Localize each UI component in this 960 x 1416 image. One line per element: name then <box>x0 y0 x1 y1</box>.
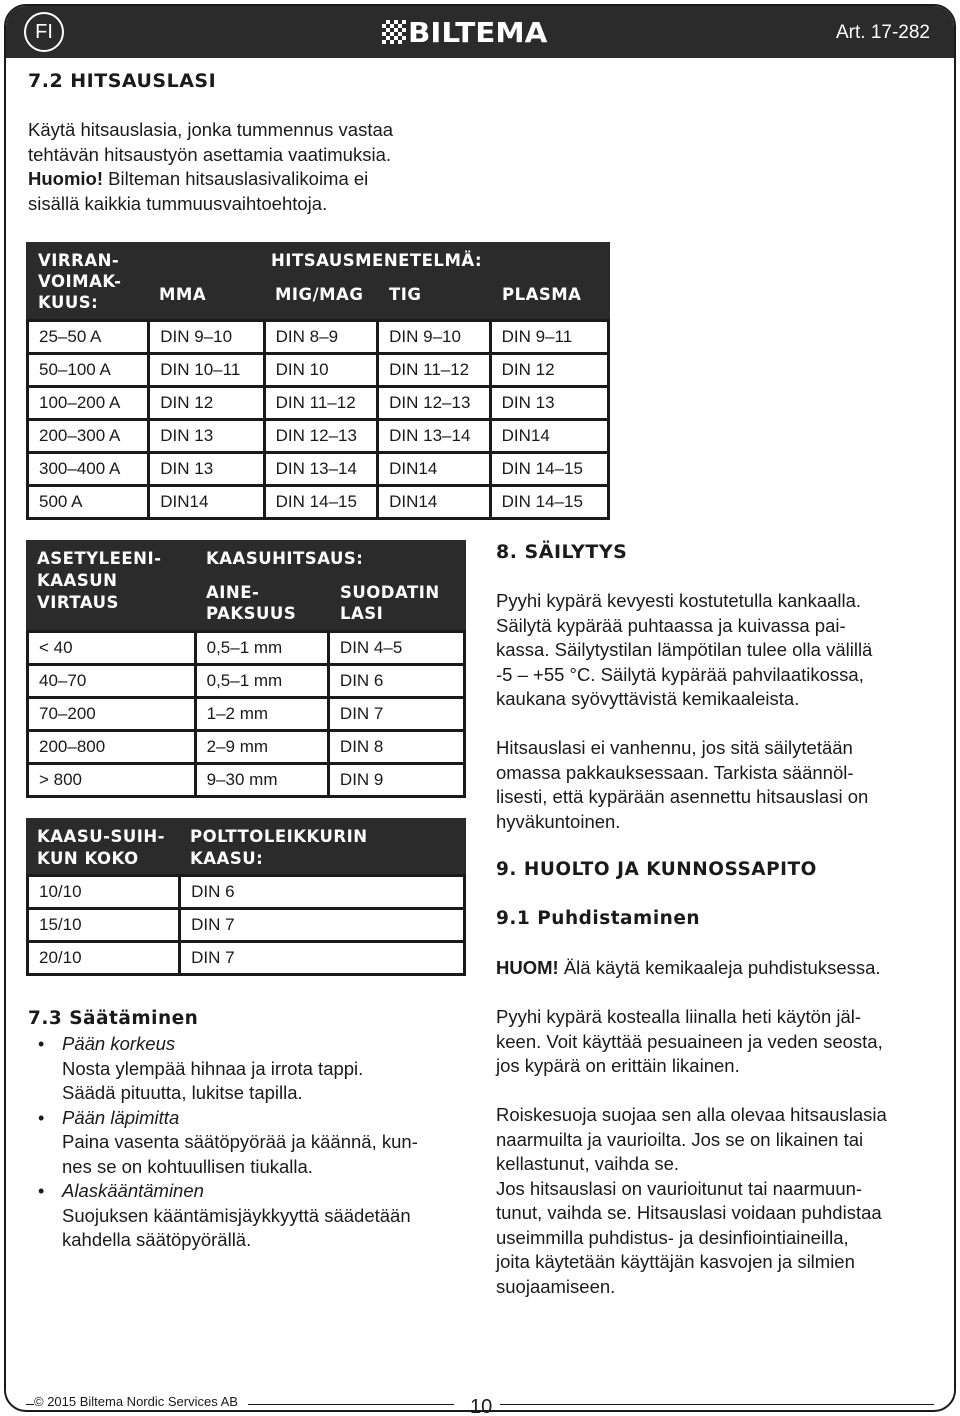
table-cell: DIN 14–15 <box>264 486 377 519</box>
section-title-9-1: 9.1 Puhdistaminen <box>496 908 701 929</box>
table-cell: > 800 <box>28 764 196 797</box>
table-cell: DIN 12–13 <box>264 420 377 453</box>
text-line: nes se on kohtuullisen tiukalla. <box>62 1155 313 1177</box>
table-cell: DIN 6 <box>328 665 464 698</box>
header-cell: MMA <box>159 285 207 304</box>
table-cell: DIN 4–5 <box>328 632 464 665</box>
table-row <box>28 764 465 797</box>
text-line: kassa. Säilytystilan lämpötilan tulee olla välillä <box>496 639 873 660</box>
bullet-heading: Pään läpimitta <box>62 1106 180 1128</box>
section-title-9: 9. HUOLTO JA KUNNOSSAPITO <box>496 859 817 880</box>
table-cell: 500 A <box>28 486 149 519</box>
table-cell: DIN14 <box>378 453 491 486</box>
section-title-7-3: 7.3 Säätäminen <box>28 1008 199 1029</box>
header-cell: KAASUHITSAUS: <box>206 549 364 568</box>
header-cell: KAASUN <box>37 571 118 590</box>
intro-paragraph <box>28 118 468 216</box>
table-cell: DIN 9 <box>328 764 464 797</box>
section-title-7-2: 7.2 HITSAUSLASI <box>28 70 217 92</box>
table-cell: DIN 9–11 <box>490 321 608 354</box>
table-row <box>28 665 465 698</box>
footer-line <box>500 1404 934 1405</box>
text-line: Säädä pituutta, lukitse tapilla. <box>62 1082 303 1103</box>
table-cell: DIN 10 <box>264 354 377 387</box>
table-cell: DIN 7 <box>180 909 465 942</box>
table-cell: DIN 6 <box>180 876 465 909</box>
header-bar <box>6 6 954 58</box>
header-cell: KUN KOKO <box>37 849 139 868</box>
table-cell: 70–200 <box>28 698 196 731</box>
text-line: Säilytä kypärää puhtaassa ja kuivassa pai- <box>496 614 846 636</box>
table-cell: DIN 12 <box>149 387 264 420</box>
header-cell: POLTTOLEIKKURIN <box>190 827 368 846</box>
text-line: -5 – +55 °C. Säilytä kypärää pahvilaatikossa, <box>496 663 864 685</box>
table-row <box>28 387 609 420</box>
warning-text: Älä käytä kemikaaleja puhdistuksessa. <box>558 957 881 978</box>
text-line: suojaamiseen. <box>496 1275 616 1297</box>
header-cell: KAASU: <box>190 849 264 868</box>
table-cell: DIN 13 <box>490 387 608 420</box>
header-cell: HITSAUSMENETELMÄ: <box>271 251 483 270</box>
section-title-8: 8. SÄILYTYS <box>496 541 628 563</box>
text-line: keen. Voit käyttää pesuaineen ja veden seosta, <box>496 1030 883 1052</box>
table-cell: DIN 9–10 <box>149 321 264 354</box>
table-cell: DIN 11–12 <box>378 354 491 387</box>
table-cell: DIN 12 <box>490 354 608 387</box>
text-line: naarmuilta ja vaurioilta. Jos se on likainen tai <box>496 1128 864 1150</box>
table-cell: DIN 13–14 <box>264 453 377 486</box>
text-line: Suojuksen kääntämisjäykkyyttä säädetään <box>62 1204 411 1226</box>
table-row <box>28 731 465 764</box>
footer-line <box>26 1404 34 1405</box>
bullet-heading: Alaskääntäminen <box>62 1180 204 1201</box>
table-row <box>28 321 609 354</box>
table3-body <box>26 874 466 976</box>
header-cell: VIRRAN- <box>38 251 120 270</box>
table-row <box>28 698 465 731</box>
text-line: Bilteman hitsauslasivalikoima ei <box>103 168 369 189</box>
table-cell: DIN14 <box>378 486 491 519</box>
table-cell: DIN 8 <box>328 731 464 764</box>
table-cell: 0,5–1 mm <box>195 632 328 665</box>
table-cell: 20/10 <box>28 942 180 975</box>
text-line: useimmilla puhdistus- ja desinfiointiaineilla, <box>496 1226 849 1248</box>
text-line: Käytä hitsauslasia, jonka tummennus vastaa <box>28 119 394 140</box>
table1-header <box>26 242 610 320</box>
text-line: Pyyhi kypärä kostealla liinalla heti käytön jäl- <box>496 1006 862 1027</box>
text-line: Roiskesuoja suojaa sen alla olevaa hitsauslasia <box>496 1104 887 1125</box>
text-line: Hitsauslasi ei vanhennu, jos sitä säilytetään <box>496 737 853 758</box>
warning-note <box>496 956 946 981</box>
text-line: hyväkuntoinen. <box>496 810 621 832</box>
table-cell: 300–400 A <box>28 453 149 486</box>
table-cell: 50–100 A <box>28 354 149 387</box>
article-number: Art. 17-282 <box>836 22 930 43</box>
table-cell: 1–2 mm <box>195 698 328 731</box>
copyright: © 2015 Biltema Nordic Services AB <box>34 1394 238 1409</box>
bullet-item <box>38 1032 472 1106</box>
table-cell: 100–200 A <box>28 387 149 420</box>
table-cell: 200–800 <box>28 731 196 764</box>
text-line: tehtävän hitsaustyön asettamia vaatimuksia. <box>28 143 391 165</box>
table-cell: DIN 14–15 <box>490 453 608 486</box>
bullet-heading: Pään korkeus <box>62 1033 176 1054</box>
header-cell: KAASU-SUIH- <box>37 827 166 846</box>
bullet-icon: • <box>38 1034 45 1054</box>
header-cell: PAKSUUS <box>206 604 297 623</box>
text-line: Nosta ylempää hihnaa ja irrota tappi. <box>62 1057 364 1079</box>
header-cell: SUODATIN <box>340 583 440 602</box>
table-cell: DIN 7 <box>180 942 465 975</box>
text-line: Pyyhi kypärä kevyesti kostutetulla kankaalla. <box>496 590 862 611</box>
text-line: kaukana syövyttävistä kemikaaleista. <box>496 688 800 709</box>
text-line: sisällä kaikkia tummuusvaihtoehtoja. <box>28 192 328 214</box>
brand-logo <box>382 15 548 49</box>
table-cell: < 40 <box>28 632 196 665</box>
table-cell: 10/10 <box>28 876 180 909</box>
header-cell: KUUS: <box>38 293 99 312</box>
warning-label: HUOM! <box>496 957 559 978</box>
table-cell: 200–300 A <box>28 420 149 453</box>
table-cell: DIN 9–10 <box>378 321 491 354</box>
bullet-item <box>38 1106 472 1180</box>
splash-guard-paragraph <box>496 1103 936 1299</box>
table3-header <box>26 818 466 876</box>
table-cell: 40–70 <box>28 665 196 698</box>
table-row <box>28 632 465 665</box>
table1-body <box>26 319 610 520</box>
bullet-icon: • <box>38 1107 45 1128</box>
table2-header <box>26 540 466 632</box>
header-cell: ASETYLEENI- <box>37 549 162 568</box>
text-line: Paina vasenta säätöpyörää ja käännä, kun- <box>62 1131 418 1152</box>
bullet-item <box>38 1179 472 1253</box>
table-cell: DIN 12–13 <box>378 387 491 420</box>
text-line: omassa pakkauksessaan. Tarkista säännöl- <box>496 761 854 783</box>
table-cell: DIN 14–15 <box>490 486 608 519</box>
table2-body <box>26 630 466 798</box>
table-row <box>28 909 465 942</box>
table-cell: DIN 13–14 <box>378 420 491 453</box>
table-row <box>28 942 465 975</box>
text-line: Jos hitsauslasi on vaurioitunut tai naarmuun- <box>496 1177 863 1199</box>
text-line: tunut, vaihda se. Hitsauslasi voidaan puhdistaa <box>496 1202 882 1223</box>
text-line: joita käytetään käyttäjän kasvojen ja silmien <box>496 1251 855 1272</box>
table-cell: DIN 11–12 <box>264 387 377 420</box>
note-label: Huomio! <box>28 168 104 189</box>
header-cell: AINE- <box>206 583 260 602</box>
cleaning-paragraph <box>496 1005 936 1079</box>
lens-paragraph <box>496 736 936 834</box>
text-line: lisesti, että kypärään asennettu hitsauslasi on <box>496 786 869 807</box>
table-row <box>28 354 609 387</box>
table-cell: DIN 13 <box>149 453 264 486</box>
bullet-icon: • <box>38 1181 45 1201</box>
text-line: kahdella säätöpyörällä. <box>62 1229 252 1250</box>
table-cell: DIN14 <box>149 486 264 519</box>
table-cell: 15/10 <box>28 909 180 942</box>
text-line: jos kypärä on erittäin likainen. <box>496 1055 740 1076</box>
header-cell: PLASMA <box>502 285 582 304</box>
table-cell: 0,5–1 mm <box>195 665 328 698</box>
footer-line <box>248 1404 454 1405</box>
table-row <box>28 420 609 453</box>
table-cell: DIN 8–9 <box>264 321 377 354</box>
table-row <box>28 453 609 486</box>
table-cell: 9–30 mm <box>195 764 328 797</box>
table-cell: 25–50 A <box>28 321 149 354</box>
table-cell: DIN 13 <box>149 420 264 453</box>
header-cell: VOIMAK- <box>38 272 122 291</box>
checker-icon <box>382 20 406 44</box>
table-row <box>28 876 465 909</box>
header-cell: LASI <box>340 604 384 623</box>
header-cell: TIG <box>389 285 422 304</box>
header-cell: VIRTAUS <box>37 593 119 612</box>
table-cell: DIN 7 <box>328 698 464 731</box>
language-badge: FI <box>24 12 64 52</box>
text-line: kellastunut, vaihda se. <box>496 1153 680 1174</box>
table-cell: DIN14 <box>490 420 608 453</box>
header-cell: MIG/MAG <box>275 285 364 304</box>
brand-name: BILTEMA <box>408 15 548 49</box>
table-cell: DIN 10–11 <box>149 354 264 387</box>
storage-paragraph <box>496 589 936 712</box>
table-row <box>28 486 609 519</box>
page-number: 10 <box>470 1396 493 1416</box>
table-cell: 2–9 mm <box>195 731 328 764</box>
